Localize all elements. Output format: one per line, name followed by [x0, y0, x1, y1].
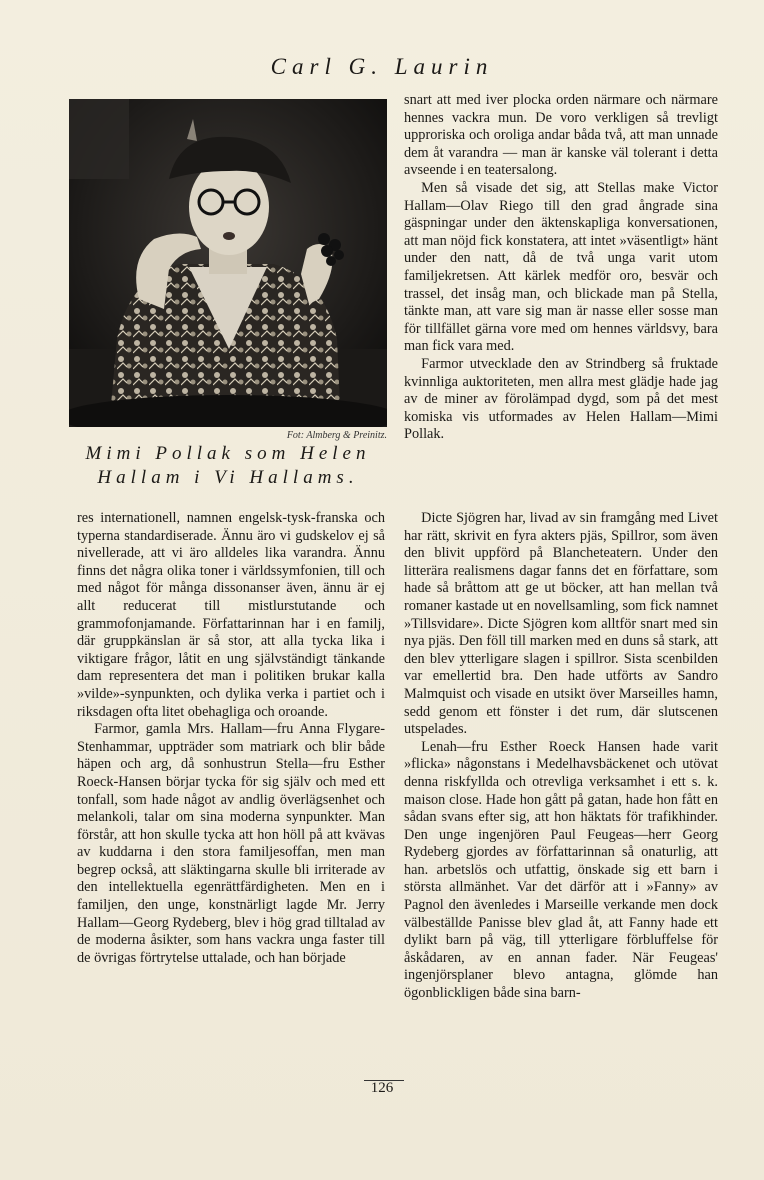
- text-column-left: [77, 510, 385, 967]
- paragraph: snart att med iver plocka orden närmare och närmare hennes vackra mun. De voro verkligen så trevligt upproriska och oroliga andar båda två, att man unnade dem åt varandra — man är kanske väl tolerant i detta avseende i en teatersalong.: [404, 92, 718, 179]
- paragraph: Farmor, gamla Mrs. Hallam—fru Anna Flygare-Stenhammar, uppträder som matriark och blir både häpen och arg, då sonhustrun Stella—fru Esther Roeck-Hansen börjar tycka för sig själv och med ett tonfall, som hade något av andlig överlägsenhet och melankoli, talar om sina moderna synpunkter. Man förstår, att hon skulle tycka att hon höll på att kvävas av kuddarna i den stora familjesoffan, men man begrep också, att släktingarna skulle bli irriterade av den intellektuella egenrättfärdigheten. Men en i familjen, den unge, konstnärligt lagde Mr. Jerry Hallam—Georg Rydeberg, blev i hög grad tilltalad av de moderna åsikter, som hans vackra unga faster till de övrigas förtrytelse uttalade, och han började: [77, 721, 385, 966]
- page-number: 126: [370, 1080, 394, 1096]
- caption-line: Mimi Pollak som Helen: [85, 443, 371, 464]
- running-head: Carl G. Laurin: [270, 54, 494, 79]
- photo-caption: [69, 442, 387, 490]
- caption-line: Hallam i Vi Hallams.: [97, 467, 359, 488]
- paragraph: Dicte Sjögren har, livad av sin framgång med Livet har rätt, skrivit en fyra akters pjäs, Spillror, som även den blivit uppförd på Blancheteatern. Under den litterära realismens dagar fanns det en författare, som hade så bråttom att ge ut böcker, att han mellan två romaner kastade ut en novellsamling, som fick namnet »Tillsvidare». Dicte Sjögren kom alltför snart med sin nya pjäs. Den föll till marken med en duns så stark, att den blev ytterligare slagen i spillror. Sista scenbilden var emellertid bra. Den hade utförts av Sandro Malmquist och visade en utsikt över Marseilles hamn, sedd genom ett fönster i det rum, där slutscenen utspelades.: [404, 510, 718, 738]
- portrait-illustration: [69, 99, 387, 427]
- paragraph: Farmor utvecklade den av Strindberg så fruktade kvinnliga auktoriteten, men allra mest glädje hade jag av de miner av förolämpad dygd, som på det mest komiska vis utformades av Helen Hallam—Mimi Pollak.: [404, 355, 718, 443]
- paragraph: Men så visade det sig, att Stellas make Victor Hallam—Olav Riego till den grad ångrade sina gäspningar under den äktenskapliga konversationen, att man nöjd fick konstatera, att intet »väsentligt» hänt under den natt, då de två unga varit utom familjekretsen. Att kärlek medför oro, besvär och trassel, det insåg man, och blickade man på Stella, tänkte man, att vare sig man är nasse eller sosse man för tillfället gärna vore med om hennes världsvy, bara man fick vara med.: [404, 179, 718, 355]
- photo-credit: Fot: Almberg & Preinitz.: [286, 430, 387, 441]
- paragraph: res internationell, namnen engelsk-tysk-franska och typerna standardiserade. Ännu äro vi gudskelov ej så nivellerade, att vi äro alldeles lika varandra. Ännu finns det några olika toner i världssymfonien, till och med något för många dissonanser även, ännu är ej allt reducerat till mistlurstutande och grammofonjamande. Författarinnan har i en familj, där gruppkänslan är så stor, att alla tycka lika i viktigare frågor, låtit en ung självständigt tänkande dam representera det man i politiken brukar kalla »vilde»-synpunkten, och dylika verka i partiet och i riksdagen ofta litet obehagliga och oroande.: [77, 510, 385, 720]
- text-column-right-top: [404, 92, 718, 444]
- paragraph: Lenah—fru Esther Roeck Hansen hade varit »flicka» någonstans i Medelhavsbäckenet och utövat denna riskfyllda och otrevliga verksamhet i ett s. k. maison close. Hade hon gått på gatan, hade hon fått en sådan svans efter sig, att hon häktats för trafikhinder. Den unge ingenjören Paul Feugeas—herr Georg Rydeberg gjordes av författarinnan så onaturlig, att han. arbetslös och utfattig, önskade sig ett barn i största allmänhet. Var det därför att i »Fanny» av Pagnol den ävenledes i Marseille verkande men dock välbeställde Panisse blev glad åt, att Fanny hade ett dylikt barn på väg, till ytterligare förbluffelse för åskådaren, av en annan fader. När Feugeas' ingenjörsplaner blevo antagna, glömde han ögonblickligen både sina barn-: [404, 738, 718, 1002]
- portrait-photo: [69, 99, 387, 427]
- text-column-right-bottom: [404, 510, 718, 1003]
